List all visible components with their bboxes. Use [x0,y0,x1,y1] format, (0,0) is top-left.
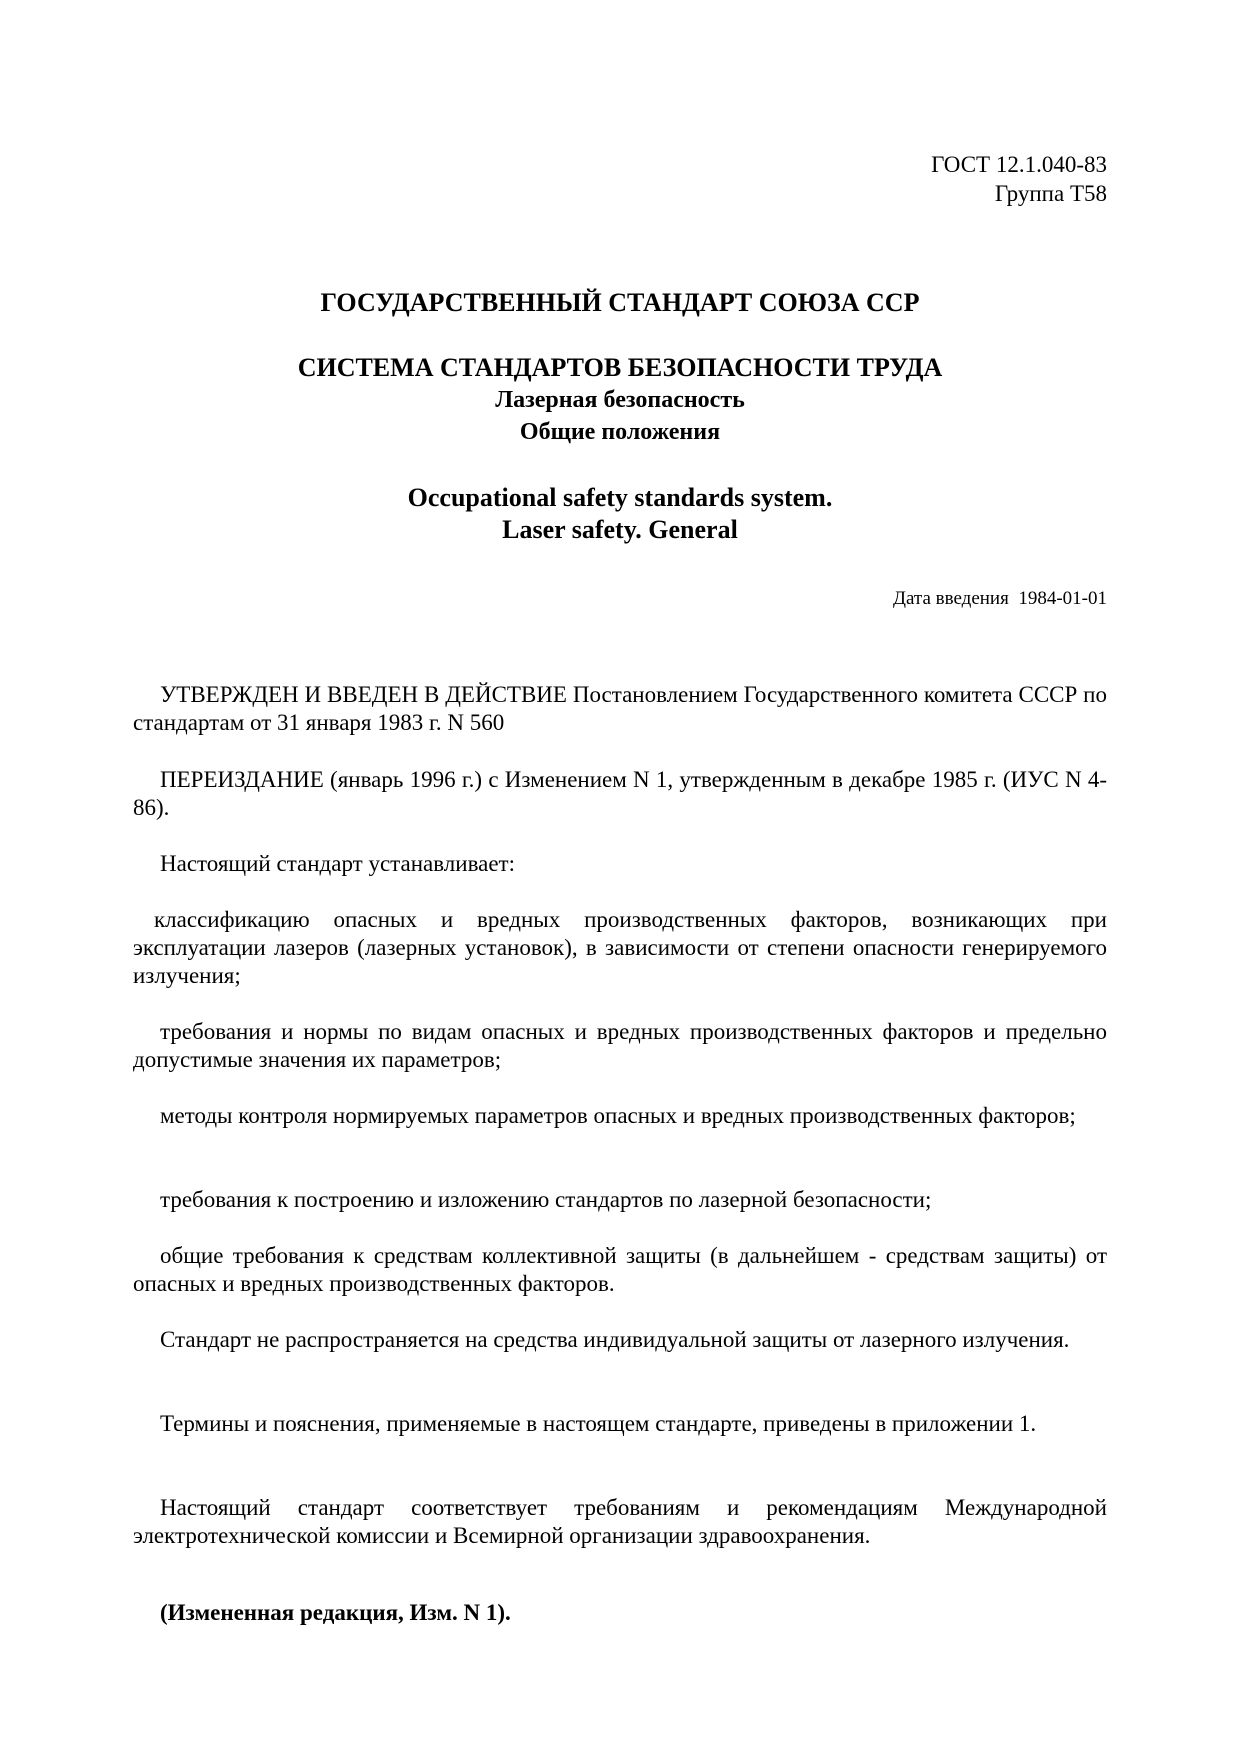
paragraph-compliance: Настоящий стандарт соответствует требованиям и рекомендациям Международной электротехнической комиссии и Всемирной организации здравоохранения. [133,1495,1107,1548]
paragraph-reissue: ПЕРЕИЗДАНИЕ (январь 1996 г.) с Изменением N 1, утвержденным в декабре 1985 г. (ИУС N 4-86). [133,767,1107,820]
paragraph-terms: Термины и пояснения, применяемые в настоящем стандарте, приведены в приложении 1. [160,1411,1037,1436]
paragraph-classification: классификацию опасных и вредных производственных факторов, возникающих при эксплуатации лазеров (лазерных установок), в зависимости от степени опасности генерируемого излучения; [133,907,1107,988]
english-title-line-2: Laser safety. General [502,515,738,544]
amendment-note: (Измененная редакция, Изм. N 1). [160,1600,511,1625]
subtitle: Общие положения [519,419,721,445]
paragraph-requirements-norms: требования и нормы по видам опасных и вредных производственных факторов и предельно допустимые значения их параметров; [133,1019,1107,1072]
paragraph-structure-requirements: требования к построению и изложению стандартов по лазерной безопасности; [160,1187,932,1212]
state-standard-title: ГОСУДАРСТВЕННЫЙ СТАНДАРТ СОЮЗА ССР [320,288,920,317]
document-header [931,150,1107,208]
paragraph-establishes: Настоящий стандарт устанавливает: [160,851,515,876]
paragraph-control-methods: методы контроля нормируемых параметров опасных и вредных производственных факторов; [160,1103,1076,1128]
system-title: СИСТЕМА СТАНДАРТОВ БЕЗОПАСНОСТИ ТРУДА [297,353,943,382]
introduction-date-label: Дата введения [893,588,1009,609]
subject-title: Лазерная безопасность [495,387,745,413]
introduction-date-value: 1984-01-01 [1018,588,1107,609]
standard-code: ГОСТ 12.1.040-83 [931,152,1107,177]
paragraph-approval: УТВЕРЖДЕН И ВВЕДЕН В ДЕЙСТВИЕ Постановлением Государственного комитета СССР по стандартам от 31 января 1983 г. N 560 [133,682,1107,735]
paragraph-scope-exclusion: Стандарт не распространяется на средства индивидуальной защиты от лазерного излучения. [160,1327,1070,1352]
standard-group: Группа Т58 [994,181,1107,206]
introduction-date [893,587,1107,611]
english-title-line-1: Occupational safety standards system. [407,483,833,512]
paragraph-collective-protection: общие требования к средствам коллективной защиты (в дальнейшем - средствам защиты) от опасных и вредных производственных факторов. [133,1243,1107,1296]
